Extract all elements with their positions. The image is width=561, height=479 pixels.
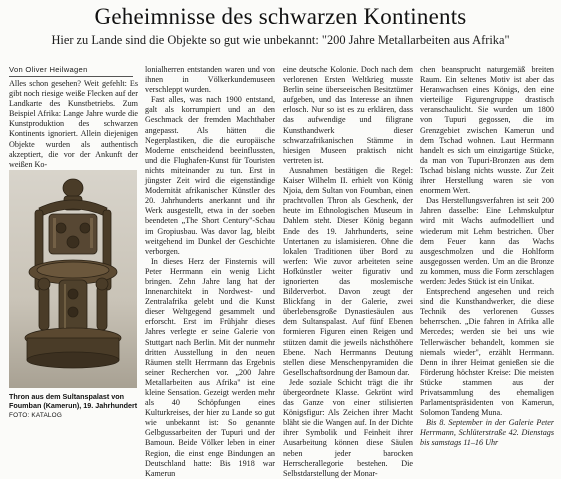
throne-image bbox=[9, 170, 137, 388]
photo-caption bbox=[9, 392, 138, 420]
byline: Von Oliver Heilwagen bbox=[9, 65, 133, 77]
article-column-2 bbox=[145, 65, 275, 478]
article-column-1 bbox=[9, 79, 138, 169]
paragraph: lonialherren entstanden waren und von ihnen in Völkerkundemuseen verschleppt wurden. bbox=[145, 65, 275, 95]
subheadline: Hier zu Lande sind die Objekte so gut wie unbekannt: "200 Jahre Metallarbeiten aus Afrika" bbox=[51, 33, 510, 47]
paragraph: In dieses Herz der Finsternis will Peter Herrmann ein wenig Licht bringen. Zehn Jahre lang hat der Innenarchitekt in Nordwest- und Zentralafrika gelebt und die Kunst dieser Weltgegend gesammelt und erforscht. Erst im Frühjahr dieses Jahres verlegte er seine Galerie von Stuttgart nach Berlin. Mit der nunmehr dritten Ausstellung in den neuen Räumen stellt Herrmann das Ergebnis seiner Recherchen vor. „200 Jahre Metallarbeiten aus Afrika" ist eine kleine Sensation. Gezeigt werden mehr als 40 Schöpfungen eines Kulturkreises, der hier zu Lande so gut wie unbekannt ist: So genannte Gelbgussarbeiten der Tupuri und der Bamoun. Beide Völker leben in einer Region, die einst enge Bindungen an Deutschland hatte: Bis 1918 war Kamerun bbox=[145, 256, 275, 478]
article-column-4 bbox=[420, 65, 554, 453]
paragraph: chen beansprucht naturgemäß breiten Raum. Ein seltenes Motiv ist aber das Heranwachsen eines Königs, den eine vierteilige Figurengruppe drastisch veranschaulicht. Sie wurden um 1800 von Tupuri gegossen, die im Grenzgebiet zwischen Kamerun und dem Tschad wohnen. Laut Herrmann handelt es sich um einzigartige Stücke, da man von Tupuri-Bronzen aus dem Tschad bislang nichts wusste. Zur Zeit ihrer Herstellung waren sie von enormem Wert. bbox=[420, 65, 554, 196]
throne-photo bbox=[9, 170, 137, 388]
paragraph: Das Herstellungsverfahren ist seit 200 Jahren dasselbe: Eine Lehmskulptur wird mit Wachs aufmodelliert und wiederum mit Lehm bestrichen. Über dem Feuer kann das Wachs ausgeschmolzen und die Hohlform ausgegossen werden. Um an die Bronze zu kommen, muss die Form zerschlagen werden: Jedes Stück ist ein Unikat. bbox=[420, 196, 554, 286]
paragraph: eine deutsche Kolonie. Doch nach dem verlorenen Ersten Weltkrieg musste Berlin seine überseeischen Besitztümer aufgeben, und das Interesse an ihnen erlosch. Nur so ist es zu erklären, dass das aufwendige und filigrane Kunsthandwerk dieser schwarzafrikanischen Stämme in hiesigen Museen praktisch nicht vertreten ist. bbox=[283, 65, 413, 165]
paragraph: Ausnahmen bestätigen die Regel: Kaiser Wilhelm II. erhielt von König Njoia, dem Sultan von Foumban, einen prachtvollen Thron als Geschenk, der heute im Ethnologischen Museum in Dahlem steht. Dieser König begann Ende des 19. Jahrhunderts, seine Untertanen zu islamisieren. Ohne die lokalen Traditionen über Bord zu werfen: Wie zuvor arbeiteten seine Hofkünstler weiter figurativ und ignorierten das moslemische Bilderverbot. Davon zeugt der Blickfang in der Galerie, zwei überlebensgroße Dynastiesäulen aus dem Sultanspalast. Auf fünf Ebenen formieren Figuren einen Reigen und stützen damit die jeweils nächsthöhere Ebene. Nach Herrmanns Deutung stellen diese Menschenpyramiden die Gesellschaftsordnung der Bamoun dar. bbox=[283, 165, 413, 377]
exhibition-info: Bis 8. September in der Galerie Peter Herrmann, Schlüterstraße 42. Dienstags bis samstags 11–16 Uhr bbox=[420, 418, 554, 448]
paragraph: Entsprechend angesehen und reich sind die Kunsthandwerker, die diese Technik des verlorenen Gusses beherrschen. „Die fahren in Afrika alle Mercedes; werden sie bei uns wie Tellerwäscher behandelt, kommen sie niemals wieder", erzählt Herrmann. Denn in ihrer Heimat genießen sie die Förderung höchster Kreise: Die meisten Stücke stammen aus der Privatsammlung des ehemaligen Parlamentspräsidenten von Kamerun, Solomon Tandeng Muna. bbox=[420, 287, 554, 418]
paragraph: Alles schon gesehen? Weit gefehlt: Es gibt noch riesige weiße Flecken auf der Landkarte des Kunstbetriebs. Zum Beispiel Afrika: Lange Jahre wurde die Kunstproduktion des schwarzen Kontinents ignoriert. Allein diejenigen Objekte wurden als authentisch akzeptiert, die vor der Ankunft der weißen Ko- bbox=[9, 79, 138, 169]
article-column-3 bbox=[283, 65, 413, 478]
headline: Geheimnisse des schwarzen Kontinents bbox=[94, 4, 467, 29]
paragraph: Fast alles, was nach 1900 entstand, galt als korrumpiert und an den Geschmack der fremden Machthaber angepasst. Als hätten die Negerplastiken, die die europäische Moderne entscheidend beeinflussten, und die Flughafen-Kunst für Touristen nichts miteinander zu tun. Erst in jüngster Zeit wird die eigenständige Modernität afrikanischer Künstler des 20. Jahrhunderts anerkannt und ihr Werk ausgestellt, etwa in der soeben beendeten „The Short Century"-Schau im Gropiusbau. Was davor lag, bleibt weitgehend im Dunkel der Geschichte verborgen. bbox=[145, 95, 275, 256]
caption-text: Thron aus dem Sultanspalast von Foumban (Kamerun), 19. Jahrhundert bbox=[9, 392, 138, 410]
photo-credit: FOTO: KATALOG bbox=[9, 412, 63, 419]
paragraph: Jede soziale Schicht trägt die ihr übergeordnete Klasse. Gekrönt wird das Ganze von einer stilisierten Königsfigur: Als Zeichen ihrer Macht bläht sie die Wangen auf. In der Dichte ihrer Symbolik und Feinheit ihrer Ausarbeitung können diese Säulen neben jeder barocken Herrscherallegorie bestehen. Die Selbstdarstellung der Monar- bbox=[283, 377, 413, 478]
